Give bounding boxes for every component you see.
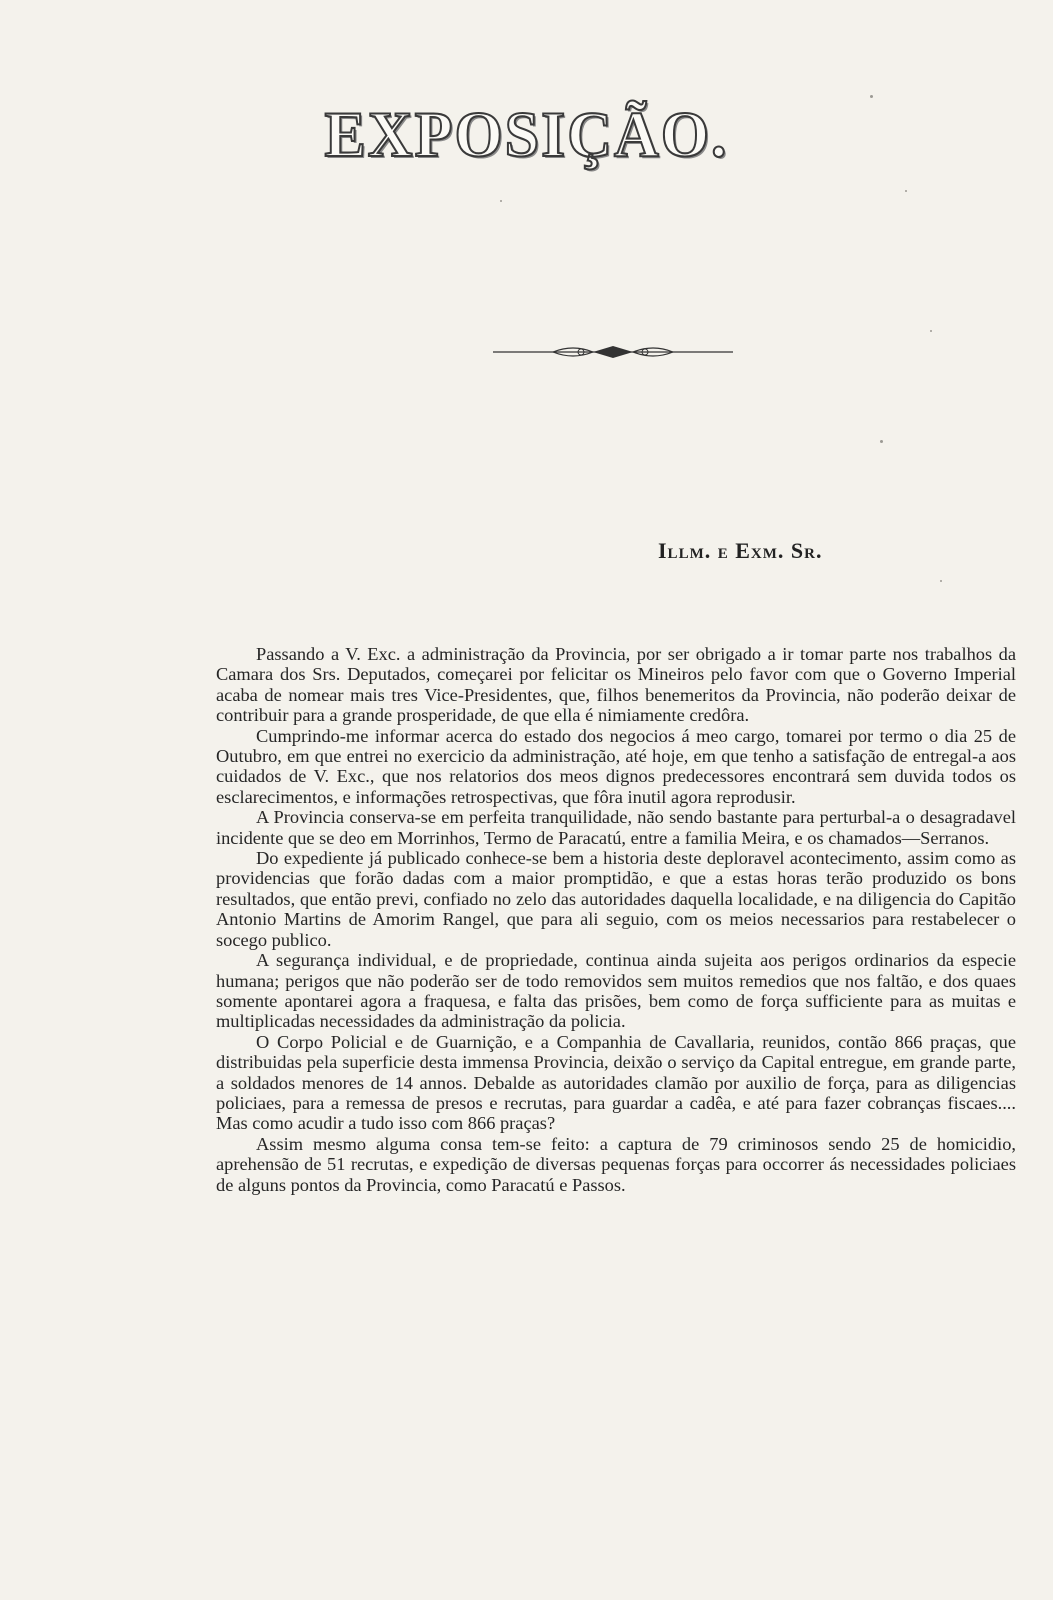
paragraph: A Provincia conserva-se em perfeita tranquilidade, não sendo bastante para perturbal-a o desagradavel incidente que se deo em Morrinhos, Termo de Paracatú, entre a familia Meira, e os chamados—Serranos. [216, 807, 1016, 848]
paper-speck [870, 95, 873, 98]
body-text [216, 644, 1016, 1195]
salutation: Illm. e Exm. Sr. [658, 538, 823, 563]
paragraph: Assim mesmo alguma consa tem-se feito: a captura de 79 criminosos sendo 25 de homicidio, aprehensão de 51 recrutas, e expedição de diversas pequenas forças para occorrer ás necessidades policiaes de alguns pontos da Provincia, como Paracatú e Passos. [216, 1133, 1016, 1195]
paragraph: Cumprindo-me informar acerca do estado dos negocios á meo cargo, tomarei por termo o dia 25 de Outubro, em que entrei no exercicio da administração, até hoje, em que tenho a satisfação de entregal-a aos cuidados de V. Exc., que nos relatorios dos meos dignos predecessores encontrará sem duvida todos os esclarecimentos, e informações retrospectivas, que fôra inutil agora reprodusir. [216, 725, 1016, 807]
paper-speck [930, 330, 932, 332]
paragraph: Passando a V. Exc. a administração da Provincia, por ser obrigado a ir tomar parte nos trabalhos da Camara dos Srs. Deputados, começarei por felicitar os Mineiros pelo favor com que o Governo Imperial acaba de nomear mais tres Vice-Presidentes, que, filhos benemeritos da Provincia, não poderão deixar de contribuir para a grande prosperidade, de que ella é nimiamente credôra. [216, 644, 1016, 726]
paragraph: A segurança individual, e de propriedade, continua ainda sujeita aos perigos ordinarios da especie humana; perigos que não poderão ser de todo removidos sem muitos remedios que nos faltão, e dos quaes somente apontarei agora a fraquesa, e falta das prisões, bem como de força sufficiente para as muitas e multiplicadas necessidades da administração da policia. [216, 950, 1016, 1032]
paragraph: Do expediente já publicado conhece-se bem a historia deste deploravel acontecimento, assim como as providencias que forão dadas com a maior promptidão, e que a estas horas terão produzido os bons resultados, que então previ, confiado no zelo das autoridades daquella localidade, e na diligencia do Capitão Antonio Martins de Amorim Rangel, que para ali seguio, com os meios necessarios para restabelecer o socego publico. [216, 848, 1016, 950]
paragraph: O Corpo Policial e de Guarnição, e a Companhia de Cavallaria, reunidos, contão 866 praças, que distribuidas pela superficie desta immensa Provincia, deixão o serviço da Capital entregue, em grande parte, a soldados menores de 14 annos. Debalde as autoridades clamão por auxilio de força, para as diligencias policiaes, para a remessa de presos e recrutas, para guardar a cadêa, e até para fazer cobranças fiscaes.... Mas como acudir a tudo isso com 866 praças? [216, 1031, 1016, 1134]
document-title: EXPOSIÇÃO. [324, 99, 729, 171]
paper-speck [905, 190, 907, 192]
paper-speck [880, 440, 883, 443]
paper-speck [940, 580, 942, 582]
ornamental-divider [493, 340, 733, 364]
paper-speck [500, 200, 502, 202]
